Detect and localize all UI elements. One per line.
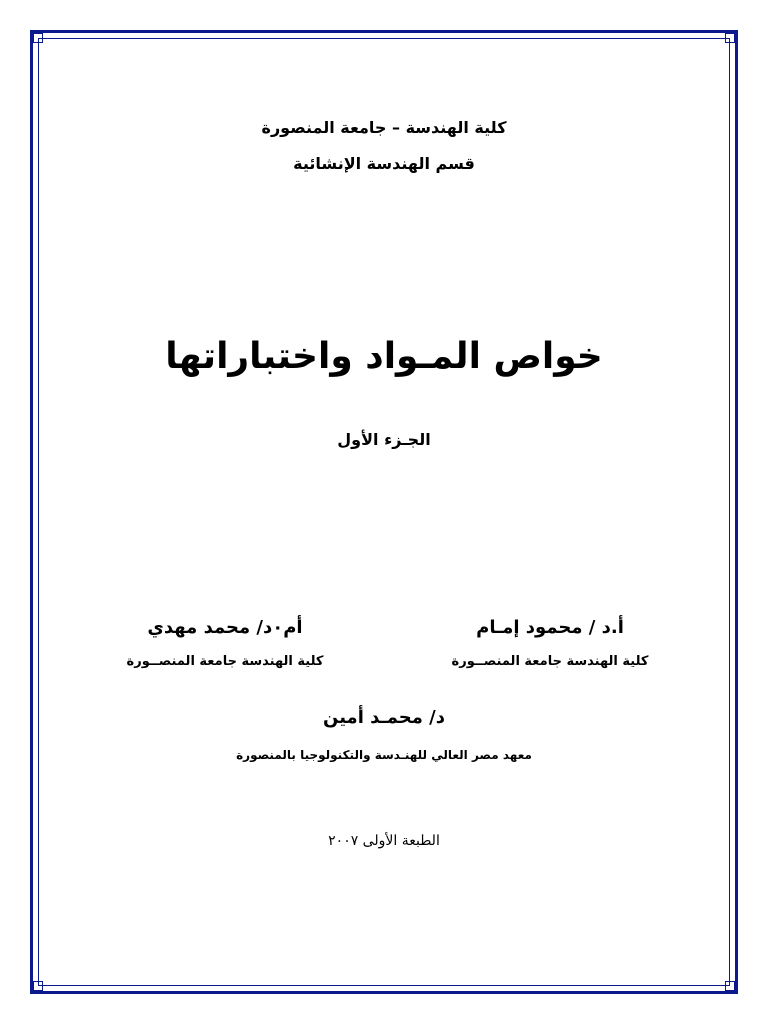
author-1-name: أ.د / محمود إمـام bbox=[476, 617, 624, 638]
edition-line: الطبعة الأولى ٢٠٠٧ bbox=[328, 833, 440, 849]
faculty-line: كلية الهندسة – جامعة المنصورة bbox=[261, 118, 507, 137]
book-title: خواص المـواد واختباراتها bbox=[165, 336, 603, 377]
corner-ornament-bottom-right bbox=[725, 981, 735, 991]
part-label: الجـزء الأول bbox=[337, 430, 431, 449]
author-2-affiliation: كلية الهندسة جامعة المنصــورة bbox=[126, 654, 324, 669]
author-3-affiliation: معهد مصر العالي للهنـدسة والتكنولوجيا بالمنصورة bbox=[236, 748, 532, 762]
department-line: قسم الهندسة الإنشائية bbox=[293, 154, 475, 173]
author-1-affiliation: كلية الهندسة جامعة المنصــورة bbox=[451, 654, 649, 669]
corner-ornament-top-left bbox=[33, 33, 43, 43]
corner-ornament-bottom-left bbox=[33, 981, 43, 991]
author-2-name: أم٠د/ محمد مهدي bbox=[147, 617, 303, 638]
corner-ornament-top-right bbox=[725, 33, 735, 43]
author-3-name: د/ محمـد أمين bbox=[323, 707, 445, 728]
